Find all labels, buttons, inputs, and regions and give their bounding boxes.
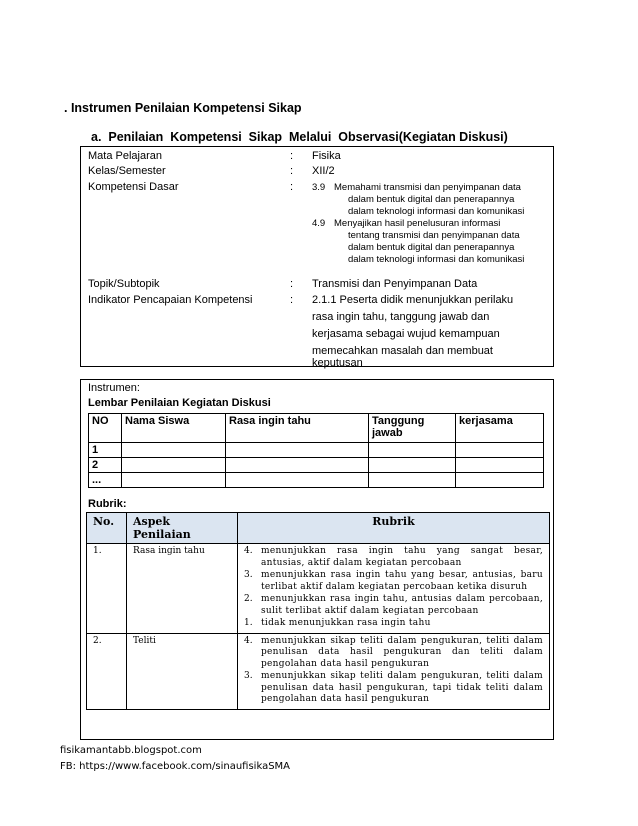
indikator-line: 2.1.1 Peserta didik menunjukkan perilaku: [312, 294, 514, 306]
kd-item-line: dalam teknologi informasi dan komunikasi: [348, 206, 525, 217]
kd-item-line: Memahami transmisi dan penyimpanan data: [334, 182, 521, 193]
topik-label: Topik/Subtopik: [88, 278, 160, 290]
kd-item-num: 3.9: [312, 182, 326, 193]
rubrik-aspek: Teliti: [127, 633, 238, 709]
rubrik-item: 3. menunjukkan sikap teliti dalam pengukuran, teliti dalam penulisan data hasil pengukuran, tapi tidak teliti dalam pengolahan data hasil pengukuran: [244, 671, 543, 704]
rubrik-header-rubrik: Rubrik: [238, 513, 550, 544]
footer-blog: fisikamantabb.blogspot.com: [60, 745, 202, 756]
kd-item-line: dalam bentuk digital dan penerapannya: [348, 194, 515, 205]
rubrik-items: [238, 633, 550, 709]
header-tanggung: Tanggung jawab: [369, 414, 456, 443]
colon: :: [290, 294, 294, 306]
rubrik-no: 2.: [87, 633, 127, 709]
rubrik-row: [87, 633, 550, 709]
rubrik-items: [238, 544, 550, 634]
lembar-title: Lembar Penilaian Kegiatan Diskusi: [88, 397, 271, 409]
table-row: [89, 473, 544, 488]
indikator-line: kerjasama sebagai wujud kemampuan: [312, 328, 500, 340]
rubrik-item: 4. menunjukkan rasa ingin tahu yang sangat besar, antusias, aktif dalam kegiatan percobaan: [244, 546, 543, 568]
row-no: ...: [89, 473, 122, 488]
subsection-title: a. Penilaian Kompetensi Sikap Melalui Observasi(Kegiatan Diskusi): [91, 130, 508, 144]
rubrik-label: Rubrik:: [88, 498, 127, 510]
kd-label: Kompetensi Dasar: [88, 181, 179, 193]
rubrik-item: 2. menunjukkan rasa ingin tahu, antusias dalam percobaan, sulit terlibat aktif dalam kegiatan percobaan: [244, 594, 543, 616]
colon: :: [290, 278, 294, 290]
table-header-row: [89, 414, 544, 443]
kd-item-num: 4.9: [312, 218, 326, 229]
rubrik-header-no: No.: [87, 513, 127, 544]
rubrik-item: 4. menunjukkan sikap teliti dalam pengukuran, teliti dalam penulisan data hasil pengukuran dan teliti dalam pengolahan data hasil pengukuran: [244, 635, 543, 669]
row-no: 1: [89, 443, 122, 458]
rubrik-no: 1.: [87, 544, 127, 634]
kd-item-line: Menyajikan hasil penelusuran informasi: [334, 218, 501, 229]
rubrik-item: 1. tidak menunjukkan rasa ingin tahu: [244, 618, 431, 628]
rubrik-item: 3. menunjukkan rasa ingin tahu yang besar, antusias, baru terlibat aktif dalam kegiatan percobaan ketika disuruh: [244, 570, 543, 592]
colon: :: [290, 165, 294, 177]
mata-value: Fisika: [312, 150, 341, 162]
instrumen-label: Instrumen:: [88, 382, 140, 394]
lembar-table: [88, 413, 544, 488]
header-nama: Nama Siswa: [122, 414, 226, 443]
section-title: . Instrumen Penilaian Kompetensi Sikap: [64, 101, 302, 115]
rubrik-table: [86, 512, 550, 710]
kd-item-line: dalam bentuk digital dan penerapannya: [348, 242, 515, 253]
table-row: [89, 458, 544, 473]
table-row: [89, 443, 544, 458]
colon: :: [290, 150, 294, 162]
rubrik-row: [87, 544, 550, 634]
rubrik-header-row: [87, 513, 550, 544]
colon: :: [290, 181, 294, 193]
kd-item-line: tentang transmisi dan penyimpanan data: [348, 230, 520, 241]
indikator-line: memecahkan masalah dan membuat: [312, 345, 493, 357]
header-kerjasama: kerjasama: [456, 414, 544, 443]
rubrik-header-aspek: Aspek Penilaian: [127, 513, 238, 544]
header-rasa: Rasa ingin tahu: [226, 414, 369, 443]
indikator-line: rasa ingin tahu, tanggung jawab dan: [312, 311, 490, 323]
footer-fb: FB: https://www.facebook.com/sinaufisikaSMA: [60, 761, 291, 772]
indikator-line: keputusan: [312, 357, 363, 369]
header-no: NO: [89, 414, 122, 443]
rubrik-aspek: Rasa ingin tahu: [127, 544, 238, 634]
indikator-label: Indikator Pencapaian Kompetensi: [88, 294, 253, 306]
row-no: 2: [89, 458, 122, 473]
kelas-value: XII/2: [312, 165, 335, 177]
topik-value: Transmisi dan Penyimpanan Data: [312, 278, 478, 290]
mata-label: Mata Pelajaran: [88, 150, 162, 162]
kd-item-line: dalam teknologi informasi dan komunikasi: [348, 254, 525, 265]
kelas-label: Kelas/Semester: [88, 165, 166, 177]
